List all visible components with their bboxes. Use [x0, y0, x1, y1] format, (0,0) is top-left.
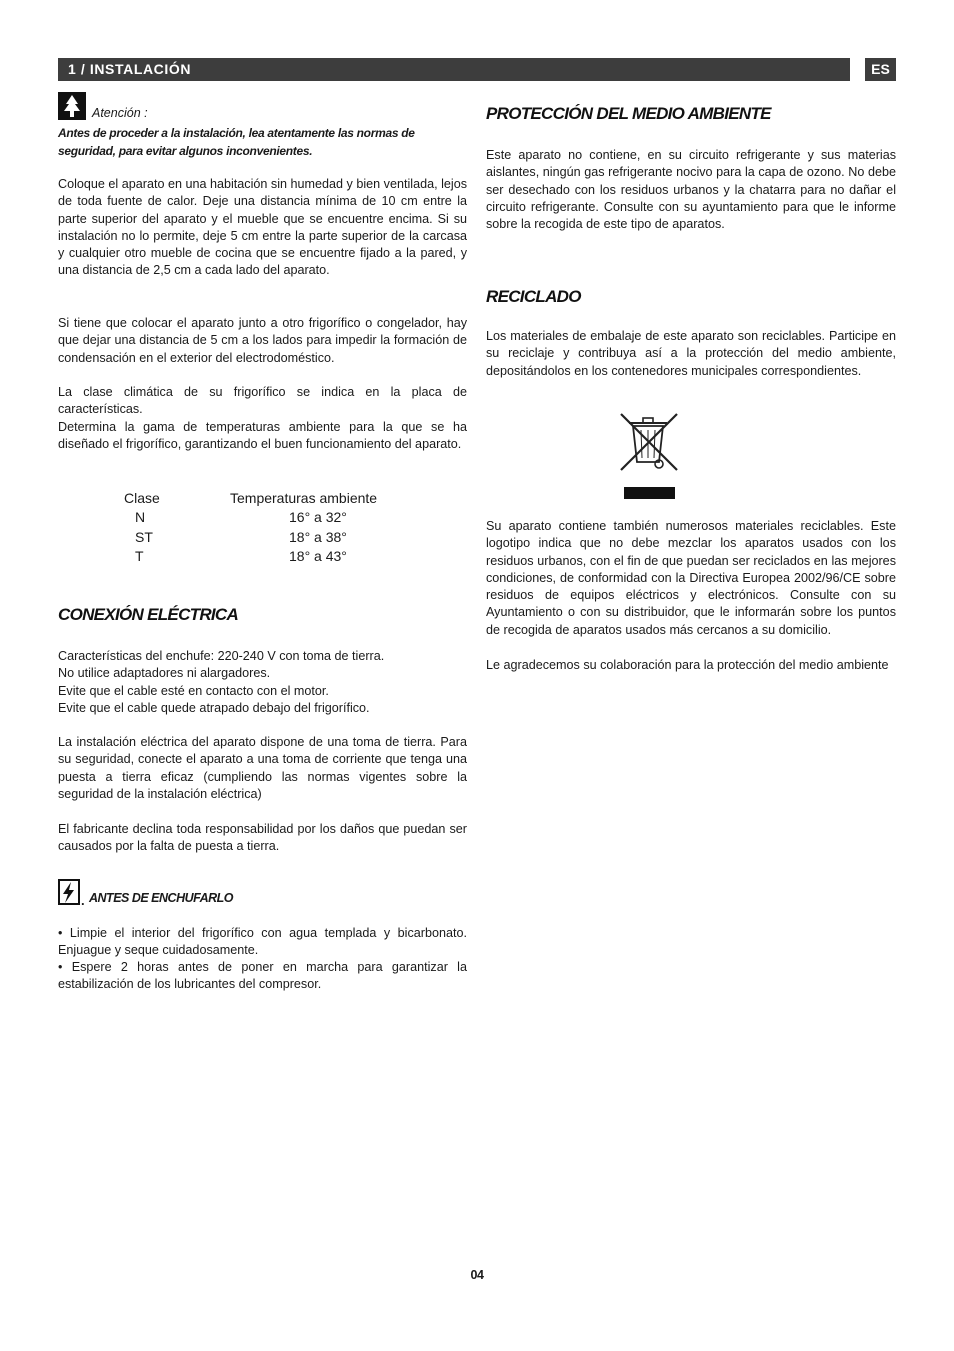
electrical-section-title: CONEXIÓN ELÉCTRICA [58, 605, 239, 624]
attention-text: Antes de proceder a la instalación, lea atentamente las normas de seguridad, para evitar algunos inconvenientes. [58, 126, 415, 158]
section-header-bar [58, 58, 850, 81]
table-cell-temperature: 18° a 38° [289, 528, 347, 545]
environment-section-title: PROTECCIÓN DEL MEDIO AMBIENTE [486, 104, 771, 123]
installation-paragraph-2: Si tiene que colocar el aparato junto a otro frigorífico o congelador, hay que dejar una distancia de 5 cm a los lados para impedir la formación de condensación en el exterior del electrodoméstico. [58, 316, 467, 365]
language-badge: ES [865, 58, 896, 81]
electrical-line: Evite que el cable esté en contacto con el motor. [58, 683, 329, 698]
section-title: 1 / INSTALACIÓN [68, 61, 192, 77]
before-plugging-title: ANTES DE ENCHUFARLO [89, 891, 233, 905]
installation-paragraph-1: Coloque el aparato en una habitación sin humedad y bien ventilada, lejos de toda fuente de calor. Deje una distancia mínima de 10 cm entre la parte superior del aparato y el mueble que se encuentre encima. Si su instalación no lo permite, deje 5 cm entre la parte superior de la carcasa y cualquier otro mueble de cocina que se encuentre fijado a la pared, y una distancia de 2,5 cm a cada lado del aparato. [58, 177, 467, 278]
table-cell-class: N [135, 509, 146, 526]
recycling-section-title: RECICLADO [486, 287, 581, 306]
recycling-paragraph-3: Le agradecemos su colaboración para la protección del medio ambiente [486, 658, 889, 672]
table-cell-temperature: 18° a 43° [289, 547, 347, 564]
before-plugging-bullet-1: • Limpie el interior del frigorífico con agua templada y bicarbonato. Enjuague y seque cuidadosamente. [58, 926, 467, 958]
electrical-paragraph-2: La instalación eléctrica del aparato dispone de una toma de tierra. Para su seguridad, conecte el aparato a una toma de corriente que tenga una puesta a tierra eficaz (cumpliendo las normas vigentes sobre la seguridad de la instalación eléctrica) [58, 735, 467, 801]
table-header-row [124, 490, 377, 509]
lightning-icon [58, 879, 80, 905]
environment-paragraph: Este aparato no contiene, en su circuito refrigerante y sus materias aislantes, ningún gas refrigerante nocivo para la capa de ozono. No debe ser desechado con los residuos urbanos y la chatarra para no dañar el circuito refrigerante. Consulte con su ayuntamiento para que le informe sobre la recogida de este tipo de aparatos. [486, 148, 896, 232]
installation-paragraph-3a: La clase climática de su frigorífico se indica en la placa de características. [58, 385, 467, 417]
electrical-line: Evite que el cable quede atrapado debajo del frigorífico. [58, 700, 370, 715]
table-row [124, 509, 377, 528]
table-row [124, 548, 377, 567]
recycling-paragraph-2: Su aparato contiene también numerosos materiales reciclables. Este logotipo indica que no debe mezclar los aparatos usados con los residuos urbanos, con el fin de que puedan ser reciclados en las mejores condiciones, de conformidad con la Directiva Europea 2002/96/CE sobre residuos de equipos eléctricos y electrónicos. Consulte con su Ayuntamiento o con su distribuidor, que le informarán sobre los puntos de recogida de aparatos usados más cercanos a su domicilio. [486, 519, 896, 637]
electrical-line: No utilice adaptadores ni alargadores. [58, 666, 271, 681]
warning-tree-icon [58, 92, 86, 120]
table-cell-class: T [135, 547, 144, 564]
climate-class-table [124, 490, 377, 567]
table-cell-temperature: 16° a 32° [289, 509, 347, 526]
table-header-class: Clase [124, 490, 160, 506]
page-number: 04 [470, 1268, 484, 1282]
table-row [124, 529, 377, 548]
table-header-temperature: Temperaturas ambiente [230, 490, 378, 506]
installation-paragraph-3b: Determina la gama de temperaturas ambiente para la que se ha diseñado el frigorífico, garantizando el buen funcionamiento del aparato. [58, 420, 467, 452]
electrical-lines [58, 648, 467, 717]
electrical-paragraph-3: El fabricante declina toda responsabilidad por los daños que puedan ser causados por la falta de puesta a tierra. [58, 822, 467, 854]
before-plugging-bullet-2: • Espere 2 horas antes de poner en marcha para garantizar la estabilización de los lubricantes del compresor. [58, 960, 467, 992]
dot-separator: . [81, 893, 85, 908]
electrical-line: Características del enchufe: 220-240 V con toma de tierra. [58, 649, 385, 663]
table-cell-class: ST [135, 528, 153, 545]
attention-title: Atención : [92, 106, 148, 120]
crossed-out-bin-icon [617, 410, 681, 502]
recycling-paragraph-1: Los materiales de embalaje de este aparato son reciclables. Participe en su reciclaje y contribuya así a la protección del medio ambiente, depositándolos en los contenedores municipales correspondientes. [486, 329, 896, 378]
